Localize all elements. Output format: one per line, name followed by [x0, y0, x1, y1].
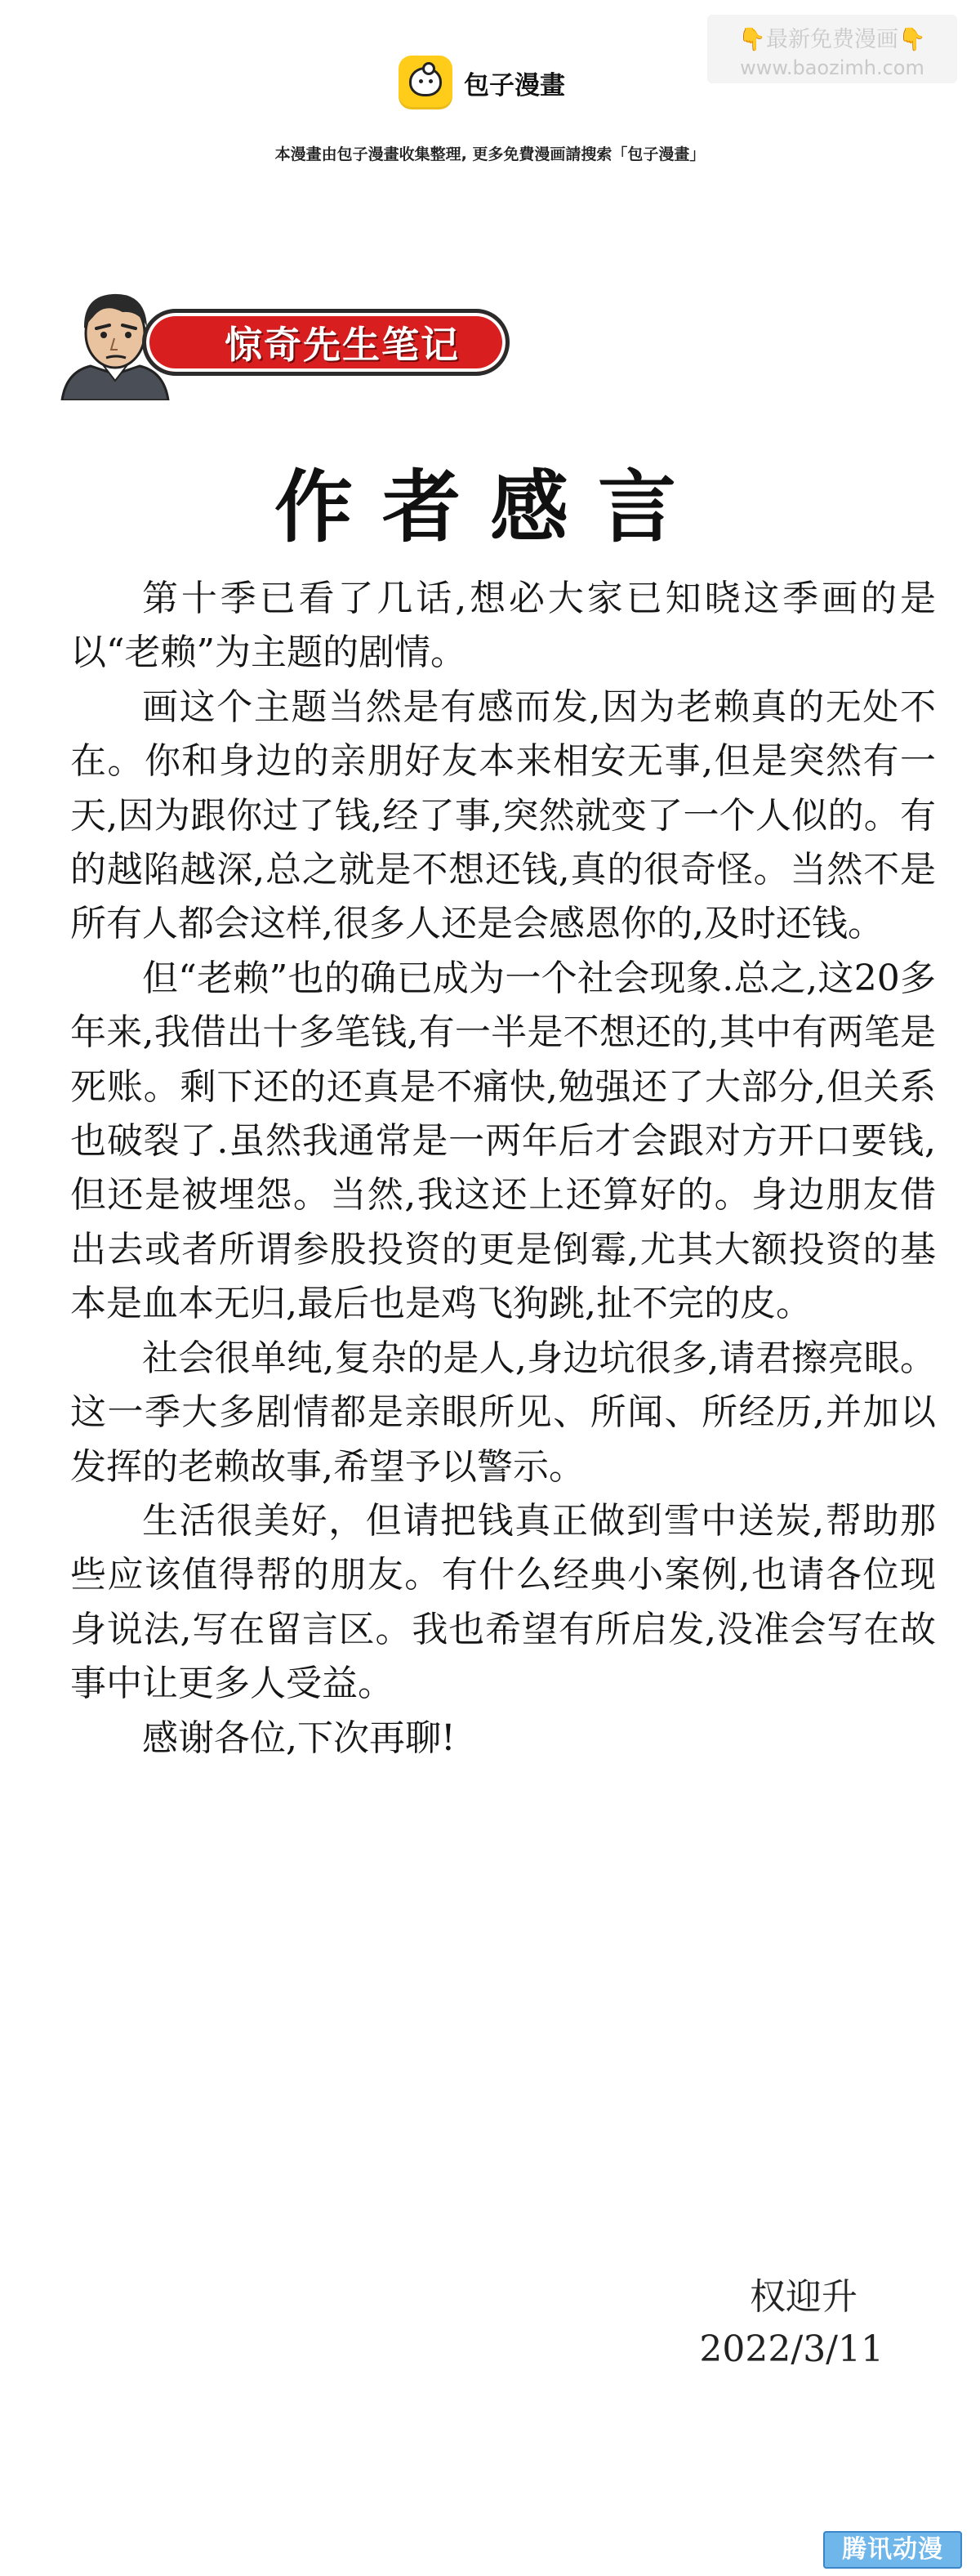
post-date: 2022/3/11	[699, 2328, 884, 2370]
article-title: 作者感言	[274, 461, 706, 553]
signature-block	[699, 2271, 884, 2376]
watermark-banner[interactable]	[707, 15, 957, 83]
article-paragraph: 社会很单纯,复杂的是人,身边坑很多,请君擦亮眼。这一季大多剧情都是亲眼所见、所闻、所经历,并加以发挥的老赖故事,希望予以警示。	[70, 1337, 936, 1488]
site-header	[0, 0, 980, 188]
article-paragraph: 生活很美好，但请把钱真正做到雪中送炭,帮助那些应该值得帮的朋友。有什么经典小案例,也请各位现身说法,写在留言区。我也希望有所启发,没准会写在故事中让更多人受益。	[70, 1499, 936, 1705]
article-paragraph: 第十季已看了几话,想必大家已知晓这季画的是以“老赖”为主题的剧情。	[70, 578, 936, 674]
bun-logo-icon	[399, 56, 452, 109]
article-body	[70, 572, 936, 1766]
site-logo-text: 包子漫畫	[464, 70, 565, 100]
watermark-title: 👇最新免费漫画👇	[738, 27, 926, 52]
series-title-badge	[142, 309, 510, 376]
series-badge	[54, 278, 462, 400]
series-title: 惊奇先生笔记	[225, 323, 460, 367]
article-paragraph: 但“老赖”也的确已成为一个社会现象.总之,这20多年来,我借出十多笔钱,有一半是不想还的,其中有两笔是死账。剩下还的还真是不痛快,勉强还了大部分,但关系也破裂了.虽然我通常是一两年后才会跟对方开口要钱,但还是被埋怨。当然,我这还上还算好的。身边朋友借出去或者所谓参股投资的更是倒霉,尤其大额投资的基本是血本无归,最后也是鸡飞狗跳,扯不完的皮。	[70, 957, 936, 1325]
publisher-logo: 腾讯动漫	[823, 2531, 962, 2569]
article-paragraph: 画这个主题当然是有感而发,因为老赖真的无处不在。你和身边的亲朋好友本来相安无事,但是突然有一天,因为跟你过了钱,经了事,突然就变了一个人似的。有的越陷越深,总之就是不想还钱,真的很奇怪。当然不是所有人都会这样,很多人还是会感恩你的,及时还钱。	[70, 685, 936, 945]
watermark-url: www.baozimh.com	[740, 56, 924, 79]
collection-notice: 本漫畫由包子漫畫收集整理, 更多免費漫画請搜索「包子漫畫」	[274, 145, 706, 163]
site-logo[interactable]	[399, 56, 565, 109]
article-paragraph: 感谢各位,下次再聊!	[142, 1717, 456, 1759]
author-name: 权迎升	[750, 2276, 858, 2318]
